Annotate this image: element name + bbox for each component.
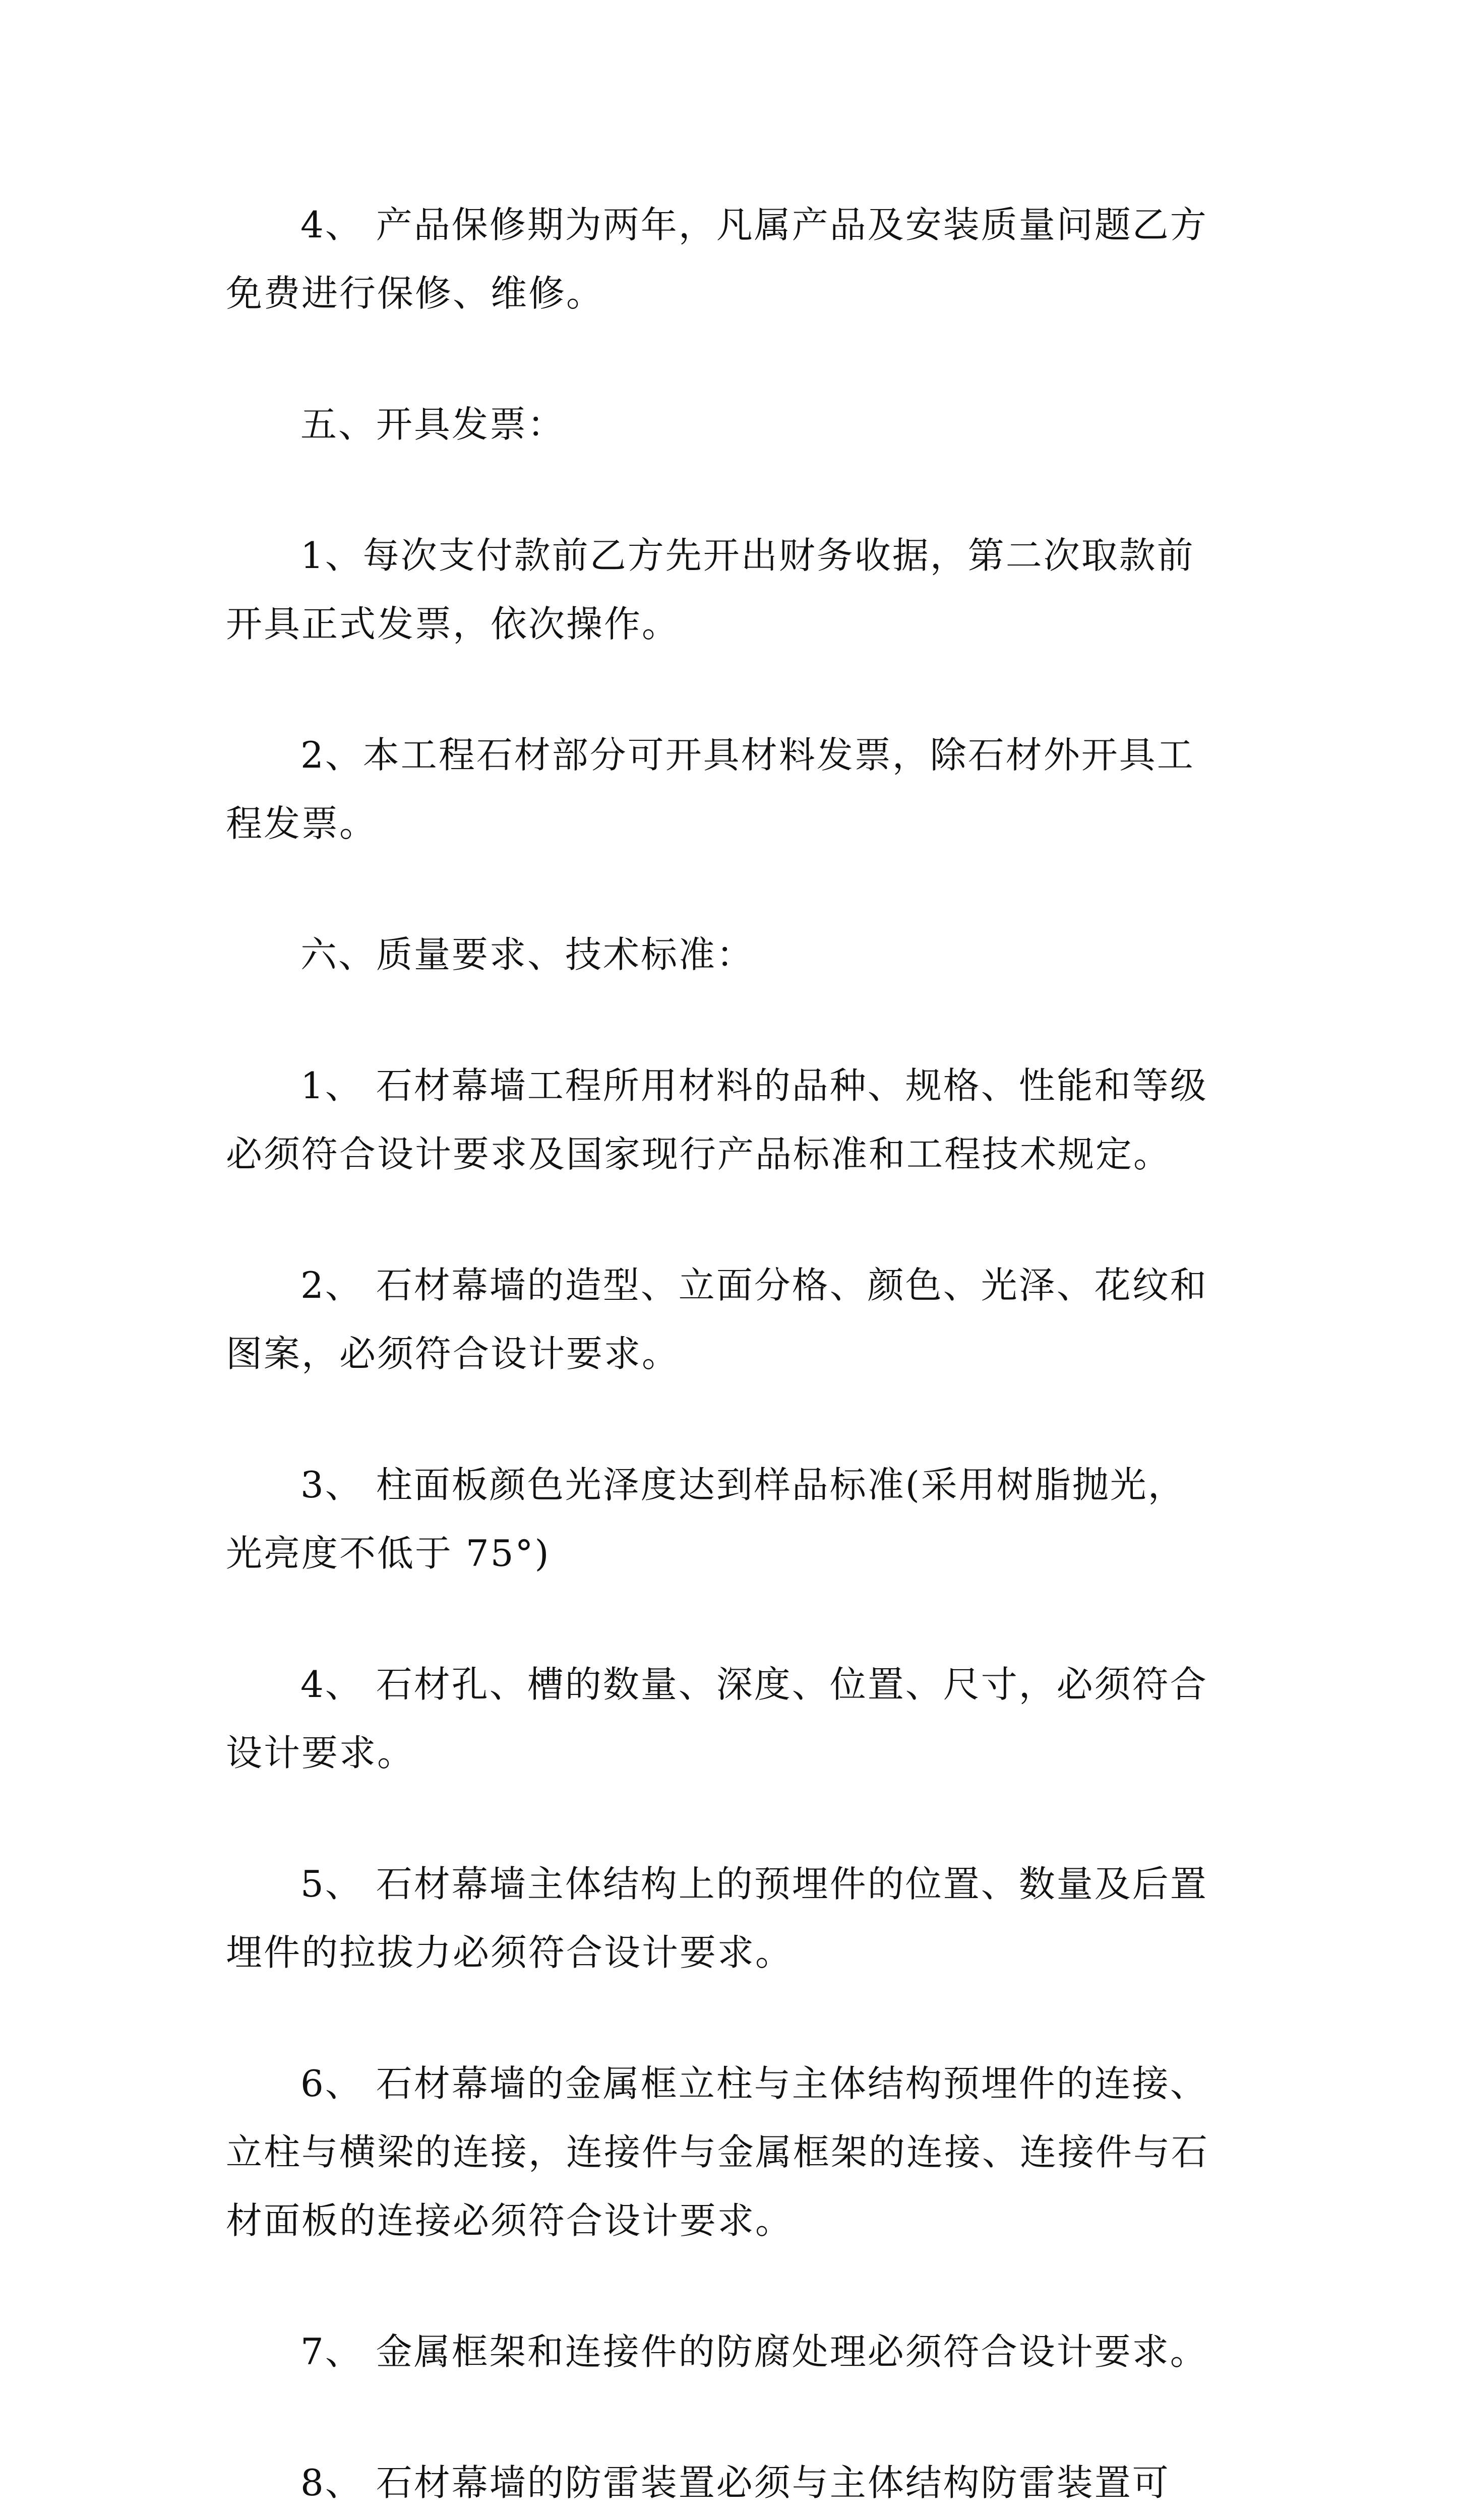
paragraph-line: 埋件的拉拔力必须符合设计要求。 xyxy=(226,1931,794,1974)
paragraph-line: 8、 石材幕墙的防雷装置必须与主体结构防雷装置可 xyxy=(300,2462,1170,2504)
paragraph-invoice-2 xyxy=(226,721,1244,858)
paragraph-line: 2、本工程石材部分可开具材料发票，除石材外开具工 xyxy=(300,734,1195,776)
paragraph-invoice-1 xyxy=(226,521,1244,658)
paragraph-line: 6、 石材幕墙的金属框立柱与主体结构预埋件的连接、 xyxy=(300,2062,1208,2105)
paragraph-line: 材面板的连接必须符合设计要求。 xyxy=(226,2199,794,2242)
paragraph-line: 5、 石材幕墙主体结构上的预埋件的位置、数量及后置 xyxy=(300,1863,1208,1905)
paragraph-line: 4、 产品保修期为两年，凡属产品及安装质量问题乙方 xyxy=(300,204,1208,246)
paragraph-warranty xyxy=(226,191,1244,328)
section-heading-invoice xyxy=(226,390,1244,459)
paragraph-quality-8 xyxy=(226,2448,1244,2520)
section-heading-quality xyxy=(226,920,1244,989)
paragraph-line: 7、 金属框架和连接件的防腐处理必须符合设计要求。 xyxy=(300,2330,1208,2373)
paragraph-line: 1、 石材幕墙工程所用材料的品种、规格、性能和等级 xyxy=(300,1064,1208,1107)
paragraph-line: 免费进行保修、维修。 xyxy=(226,272,604,314)
paragraph-quality-5 xyxy=(226,1850,1244,1987)
paragraph-quality-7 xyxy=(226,2317,1244,2386)
paragraph-line: 1、每次支付款前乙方先开出财务收据，第二次取款前 xyxy=(300,534,1195,577)
paragraph-line: 图案，必须符合设计要求。 xyxy=(226,1333,680,1375)
paragraph-line: 程发票。 xyxy=(226,802,378,845)
paragraph-line: 开具正式发票，依次操作。 xyxy=(226,603,680,645)
paragraph-line: 必须符合设计要求及国家现行产品标准和工程技术规定。 xyxy=(226,1133,1172,1175)
paragraph-quality-6 xyxy=(226,2049,1244,2255)
paragraph-line xyxy=(226,2517,1244,2520)
paragraph-quality-4 xyxy=(226,1650,1244,1787)
paragraph-quality-1 xyxy=(226,1051,1244,1188)
section-heading: 五、开具发票： xyxy=(300,403,566,446)
paragraph-line: 2、 石材幕墙的造型、立面分格、颜色、光泽、花纹和 xyxy=(300,1264,1208,1306)
paragraph-line: 3、 柱面板颜色光泽度达到样品标准(采用树脂抛光， xyxy=(300,1464,1186,1506)
document-body xyxy=(226,191,1244,2520)
paragraph-line: 设计要求。 xyxy=(226,1732,415,1774)
paragraph-line: 立柱与横梁的连接，连接件与金属框架的连接、连接件与石 xyxy=(226,2131,1209,2173)
paragraph-line: 4、 石材孔、槽的数量、深度、位置、尺寸，必须符合 xyxy=(300,1663,1208,1706)
paragraph-quality-2 xyxy=(226,1251,1244,1388)
paragraph-line: 光亮度不低于 75°) xyxy=(226,1532,551,1574)
section-heading: 六、质量要求、技术标准： xyxy=(300,933,755,976)
paragraph-quality-3 xyxy=(226,1451,1244,1588)
